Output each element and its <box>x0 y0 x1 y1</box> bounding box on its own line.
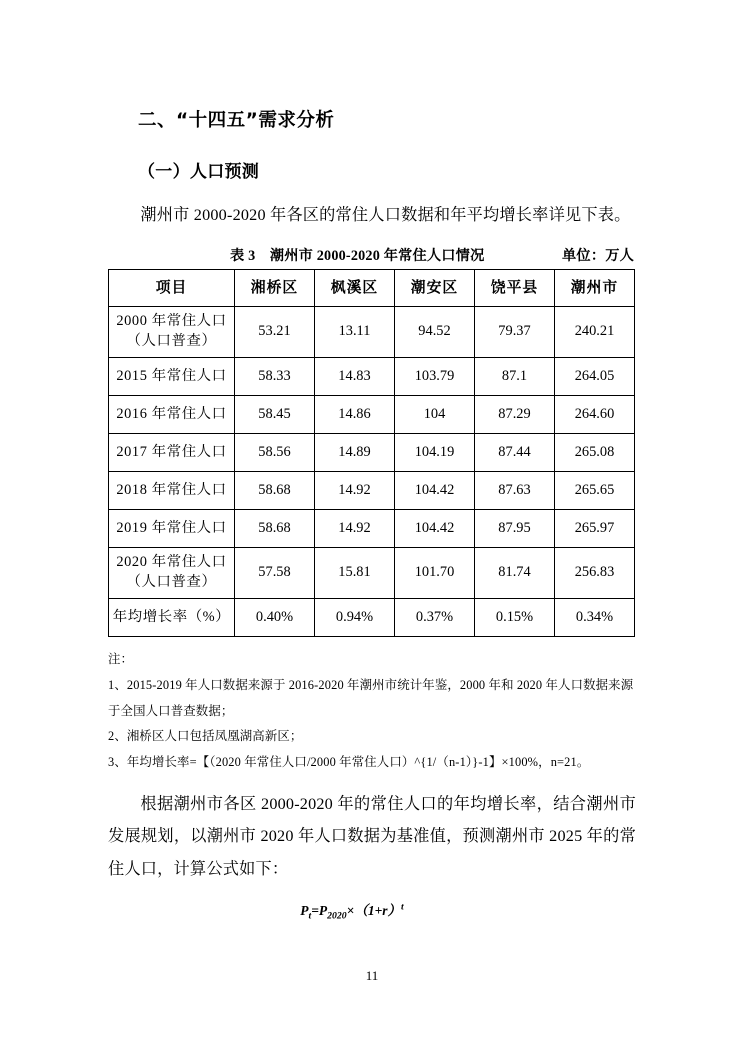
table-cell: 104 <box>395 395 475 433</box>
table-cell: 103.79 <box>395 357 475 395</box>
table-cell: 53.21 <box>235 306 315 357</box>
row-label-line1: 2000 年常住人口 <box>116 313 227 330</box>
table-cell: 81.74 <box>475 547 555 598</box>
formula-base-sub: t <box>308 910 312 922</box>
page-number: 11 <box>365 968 379 983</box>
table-row <box>109 306 635 357</box>
row-label <box>109 306 235 357</box>
table-cell: 0.34% <box>555 598 635 636</box>
table-caption <box>108 245 636 265</box>
table-cell: 265.97 <box>555 509 635 547</box>
table-cell: 101.70 <box>395 547 475 598</box>
population-table <box>108 269 635 637</box>
table-cell: 104.19 <box>395 433 475 471</box>
table-cell: 58.68 <box>235 509 315 547</box>
table-cell: 87.95 <box>475 509 555 547</box>
table-cell: 0.37% <box>395 598 475 636</box>
table-cell: 15.81 <box>315 547 395 598</box>
table-cell: 14.92 <box>315 471 395 509</box>
table-cell: 94.52 <box>395 306 475 357</box>
table-cell: 87.63 <box>475 471 555 509</box>
table-cell: 0.40% <box>235 598 315 636</box>
table-cell: 87.29 <box>475 395 555 433</box>
formula-multiply: ×（ <box>346 903 368 919</box>
table-cell: 57.58 <box>235 547 315 598</box>
closing-paragraph: 根据潮州市各区 2000-2020 年的常住人口的年均增长率，结合潮州市发展规划，以潮州市 2020 年人口数据为基准值，预测潮州市 2025 年的常住人口，计算公式如下： <box>108 794 636 878</box>
table-caption-title: 表 3 潮州市 2000-2020 年常住人口情况 <box>230 247 485 264</box>
table-cell: 264.60 <box>555 395 635 433</box>
table-cell: 58.45 <box>235 395 315 433</box>
table-cell: 87.44 <box>475 433 555 471</box>
table-cell: 14.86 <box>315 395 395 433</box>
table-cell: 104.42 <box>395 471 475 509</box>
table-row <box>109 357 635 395</box>
table-cell: 14.83 <box>315 357 395 395</box>
row-label <box>109 547 235 598</box>
section-heading: （一）人口预测 <box>138 162 260 183</box>
row-label: 年均增长率（%） <box>109 598 235 636</box>
table-cell: 104.42 <box>395 509 475 547</box>
note-item-3: 3、年均增长率=【（2020 年常住人口/2000 年常住人口）^{1/（n-1）}-1】×100%，n=21。 <box>108 755 590 770</box>
table-cell: 240.21 <box>555 306 635 357</box>
table-row <box>109 471 635 509</box>
table-cell: 265.08 <box>555 433 635 471</box>
table-cell: 264.05 <box>555 357 635 395</box>
table-cell: 58.56 <box>235 433 315 471</box>
column-header-chaoan: 潮安区 <box>395 269 475 306</box>
table-cell: 265.65 <box>555 471 635 509</box>
row-label: 2016 年常住人口 <box>109 395 235 433</box>
table-cell: 0.15% <box>475 598 555 636</box>
table-cell: 14.89 <box>315 433 395 471</box>
formula-base: P <box>300 903 309 919</box>
table-row <box>109 547 635 598</box>
column-header-chaozhou: 潮州市 <box>555 269 635 306</box>
table-cell: 13.11 <box>315 306 395 357</box>
table-cell: 79.37 <box>475 306 555 357</box>
column-header-item: 项目 <box>109 269 235 306</box>
table-cell: 0.94% <box>315 598 395 636</box>
row-label: 2018 年常住人口 <box>109 471 235 509</box>
table-header-row <box>109 269 635 306</box>
formula-equals: =P <box>311 903 328 919</box>
table-caption-unit: 单位：万人 <box>562 247 634 264</box>
formula-inner: 1+r <box>367 903 388 919</box>
table-row <box>109 395 635 433</box>
notes-title: 注： <box>108 651 134 666</box>
table-cell: 87.1 <box>475 357 555 395</box>
table-cell: 256.83 <box>555 547 635 598</box>
table-notes <box>108 647 636 776</box>
row-label: 2017 年常住人口 <box>109 433 235 471</box>
row-label: 2015 年常住人口 <box>109 357 235 395</box>
table-row <box>109 433 635 471</box>
intro-paragraph: 潮州市 2000-2020 年各区的常住人口数据和年平均增长率详见下表。 <box>140 205 631 224</box>
column-header-xiangqiao: 湘桥区 <box>235 269 315 306</box>
row-label-line2: （人口普查） <box>126 573 217 590</box>
table-cell: 14.92 <box>315 509 395 547</box>
row-label-line2: （人口普查） <box>126 332 217 349</box>
row-label: 2019 年常住人口 <box>109 509 235 547</box>
page-title: 二、“十四五”需求分析 <box>138 110 335 131</box>
row-label-line1: 2020 年常住人口 <box>116 554 227 571</box>
column-header-fengxi: 枫溪区 <box>315 269 395 306</box>
table-cell: 58.33 <box>235 357 315 395</box>
column-header-raoping: 饶平县 <box>475 269 555 306</box>
page-content <box>108 0 636 922</box>
note-item-2: 2、湘桥区人口包括凤凰湖高新区； <box>108 729 303 744</box>
table-row <box>109 598 635 636</box>
formula-close: ） <box>387 903 402 919</box>
formula-exponent: t <box>401 901 404 913</box>
population-formula <box>108 899 636 922</box>
note-item-1: 1、2015-2019 年人口数据来源于 2016-2020 年潮州市统计年鉴，2000 年和 2020 年人口数据来源于全国人口普查数据； <box>108 677 634 718</box>
formula-p-sub: 2020 <box>327 910 347 922</box>
table-row <box>109 509 635 547</box>
table-cell: 58.68 <box>235 471 315 509</box>
